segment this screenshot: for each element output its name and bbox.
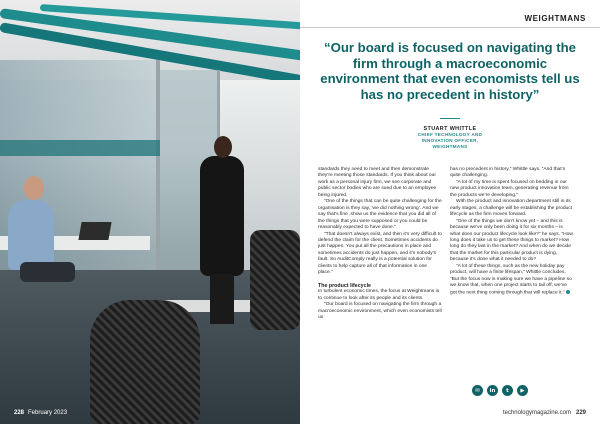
end-mark-icon — [566, 290, 570, 294]
brand-name: WEIGHTMANS — [524, 14, 586, 23]
social-links — [472, 385, 528, 396]
left-page-number: 228 — [14, 410, 25, 416]
paragraph-text: “A lot of these things, such as the new holiday pay product, will have a finite lifespan,” Whittle concludes. “But the focus now is making sure we have a pipeline so we know that, when one project starts to tail off, we’ve got the next thing coming through that will replace it.” — [450, 263, 572, 295]
website-link[interactable]: technologymagazine.com — [502, 410, 571, 416]
right-page-number: 229 — [575, 410, 586, 416]
paragraph: has no precedent in history,” Whittle says. “And that’s quite challenging. — [450, 167, 566, 179]
photo-seated-man-head — [24, 176, 44, 200]
article-column-1 — [318, 167, 442, 321]
photo-mesh-chair — [250, 230, 300, 330]
youtube-icon[interactable]: ▶ — [517, 385, 528, 396]
paragraph: In turbulent economic times, the focus at Weightmans is to continue to look after its people and its clients. — [318, 289, 440, 301]
paragraph: “One of the things that can be quite challenging for the organisation is they say, ‘we did nothing wrong’. And we say that’s fine ,show us the evidence that you did all of the things that you were supposed or you could be reasonably expected to have done.” — [318, 199, 442, 231]
photo-glass-band — [0, 140, 160, 156]
paragraph: “One of the things we don’t know yet – and this is because we’ve only been doing it for six months – is what does our product lifecycle look like?” he says. “How long does it take us to get these things to market? How long do they last in the market? And when do we decide that the market for this particular product is dying, because it’s done what it needed to do? — [450, 218, 573, 263]
author-role-line: CHIEF TECHNOLOGY AND — [417, 132, 483, 137]
author-role-line: WEIGHTMANS — [432, 143, 468, 149]
author-block — [340, 126, 560, 149]
photo-laptop — [78, 222, 111, 240]
author-name: STUART WHITTLE — [423, 126, 477, 132]
photo-mesh-chair — [90, 300, 200, 424]
twitter-icon[interactable]: t — [502, 385, 513, 396]
author-role-line: INNOVATION OFFICER, — [421, 137, 479, 143]
paragraph — [450, 264, 574, 297]
left-page-footer — [14, 410, 67, 416]
photo-seated-man — [8, 200, 54, 270]
photo-walking-woman-legs — [210, 274, 234, 324]
photo-walking-woman — [200, 156, 244, 276]
linkedin-icon[interactable]: in — [487, 385, 498, 396]
right-page-footer — [503, 410, 586, 416]
photo-seated-man-legs — [20, 262, 75, 282]
email-icon[interactable]: ✉ — [472, 385, 483, 396]
article-page — [300, 0, 600, 424]
paragraph: “Our board is focused on navigating the firm through a macroeconomic environment, which even economists tell us — [318, 302, 442, 320]
header-divider — [300, 27, 600, 28]
section-heading: The product lifecycle — [318, 282, 371, 289]
quote-divider — [440, 118, 460, 119]
paragraph: “That doesn’t always exist, and then it’s very difficult to defend the claim for the client. Sometimes accidents do just happen. You put all the precautions in place and sometimes accidents do just happen, and it’s nobody’s fault. So AuditComply really is a potential solution for clients to help capture all of that information in one place.” — [318, 231, 442, 276]
article-column-2 — [450, 167, 574, 296]
photo-walking-woman-head — [214, 136, 232, 158]
paragraph: With the product and innovation department still in its early stages, a challenge will be establishing the product lifecycle as the firm moves forward. — [450, 199, 573, 218]
pull-quote: “Our board is focused on navigating the firm through a macroeconomic environment that even economists tell us has no precedent in history” — [320, 40, 580, 102]
issue-date: February 2023 — [28, 410, 68, 416]
paragraph: “A lot of my time is spent focused on bedding in our new product innovation team, generating revenue from the products we’re developing.” — [450, 179, 569, 198]
paragraph: standards they need to meet and then demonstrate they’re meeting those standards. If you think about our work as a personal injury firm, we see corporate and public sector bodies who are sued due to an employee being injured. — [318, 167, 437, 198]
